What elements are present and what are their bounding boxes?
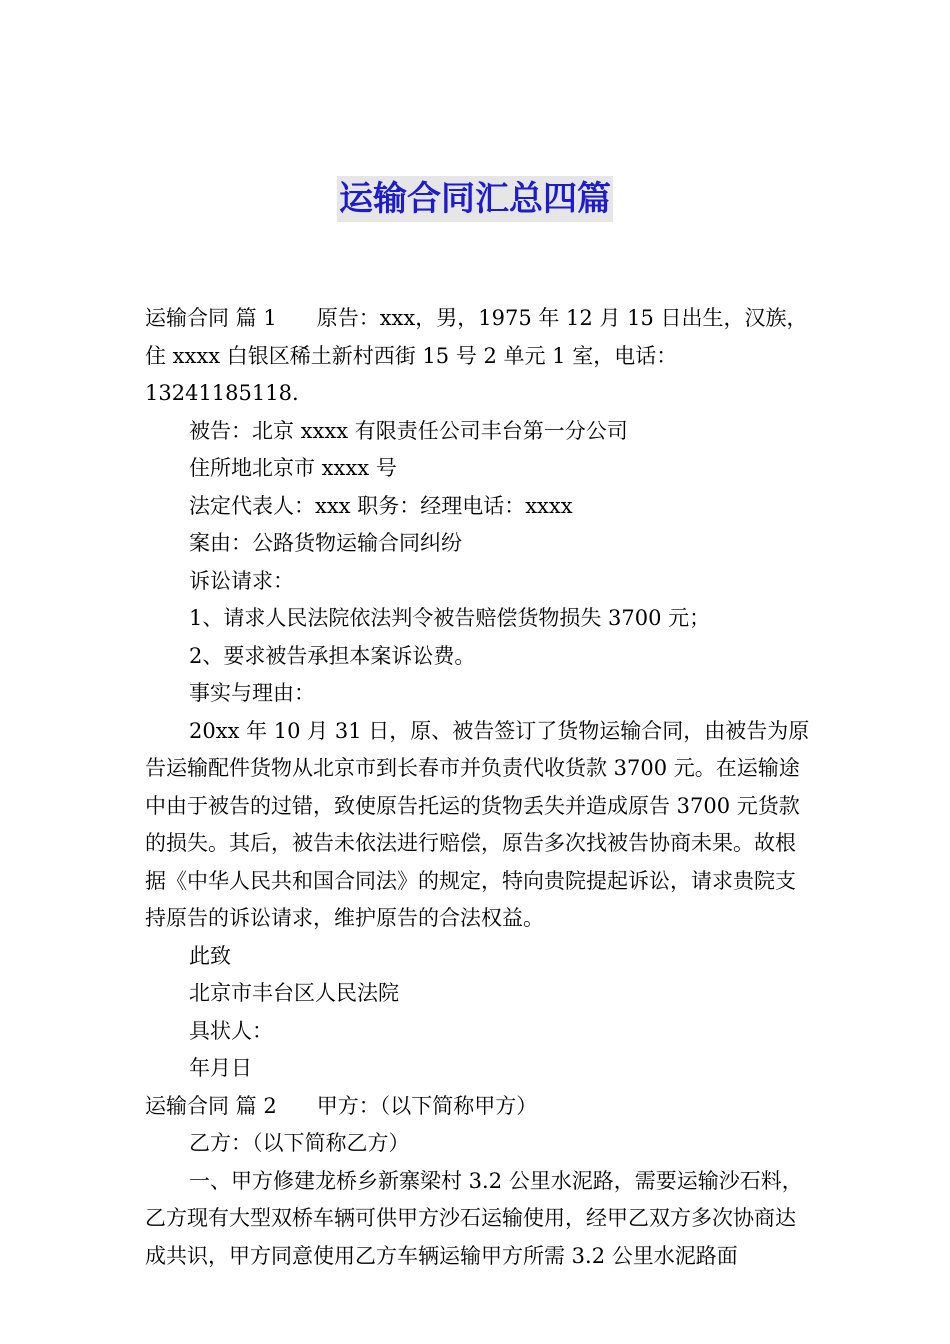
paragraph-13: 具状人： — [189, 1018, 273, 1043]
paragraph-3: 住所地北京市 xxxx 号 — [189, 456, 397, 480]
section-heading-2: 运输合同 篇 2 — [145, 1093, 277, 1118]
paragraph-5: 案由：公路货物运输合同纠纷 — [189, 531, 462, 555]
paragraph-11: 此致 — [189, 943, 231, 968]
party-a: 甲方：（以下简称甲方） — [316, 1093, 538, 1118]
section-heading-1: 运输合同 篇 1 — [145, 306, 277, 330]
paragraph-7: 1、请求人民法院依法判令被告赔偿货物损失 3700 元； — [189, 606, 711, 630]
plaintiff-info: 原告：xxx，男，1975 年 12 月 15 日出生，汉族，住 xxxx 白银区稀土新村西街 15 号 2 单元 1 室，电话：13241185118. — [145, 306, 808, 405]
paragraph-2: 被告：北京 xxxx 有限责任公司丰台第一分公司 — [189, 418, 628, 443]
paragraph-16: 乙方：（以下简称乙方） — [189, 1131, 410, 1155]
title-block — [0, 176, 950, 222]
paragraph-14: 年月日 — [189, 1056, 252, 1080]
paragraph-1 — [145, 300, 810, 413]
document-title: 运输合同汇总四篇 — [337, 176, 613, 222]
paragraph-10: 20xx 年 10 月 31 日，原、被告签订了货物运输合同，由被告为原告运输配件货物从北京市到长春市并负责代收货款 3700 元。在运输途中由于被告的过错，致使原告托运的货物丢失并造成原告 3700 元货款的损失。其后，被告未依法进行赔偿，原告多次找被告协商未果。故根据《中华人民共和国合同法》的规定，特向贵院提起诉讼，请求贵院支持原告的诉讼请求，维护原告的合法权益。 — [145, 718, 810, 930]
paragraph-8: 2、要求被告承担本案诉讼费。 — [189, 643, 476, 668]
paragraph-15 — [145, 1088, 810, 1126]
paragraph-12: 北京市丰台区人民法院 — [189, 981, 399, 1005]
document-body — [145, 300, 810, 1275]
paragraph-6: 诉讼请求： — [189, 568, 294, 593]
paragraph-4: 法定代表人：xxx 职务：经理电话：xxxx — [189, 493, 573, 518]
paragraph-17: 一、甲方修建龙桥乡新寨梁村 3.2 公里水泥路，需要运输沙石料，乙方现有大型双桥车辆可供甲方沙石运输使用，经甲乙双方多次协商达成共识，甲方同意使用乙方车辆运输甲方所需 3.2 公里水泥路面 — [145, 1168, 803, 1268]
paragraph-9: 事实与理由： — [189, 681, 315, 705]
